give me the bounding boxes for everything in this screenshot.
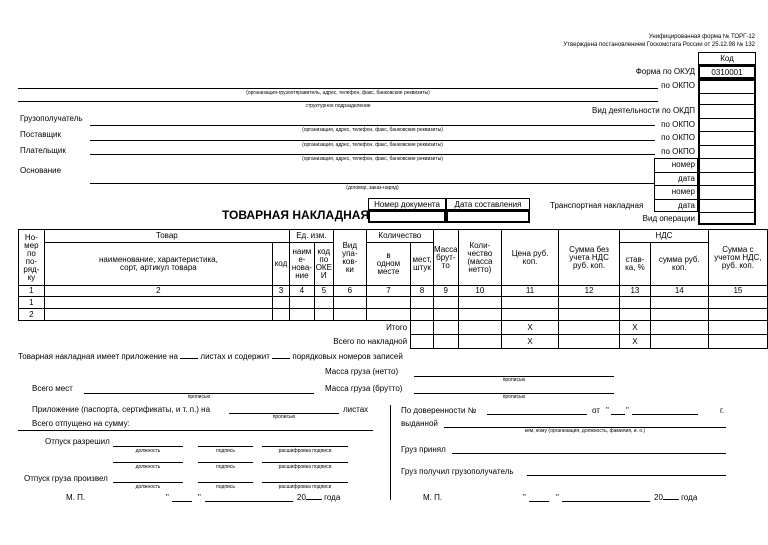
footer-divider: [390, 405, 391, 500]
quote-right-3: ": [523, 493, 526, 502]
sheets-label: листах: [343, 405, 369, 414]
decode-caption-3: расшифровка подписи: [278, 484, 332, 490]
struct-caption: структурное подразделение: [305, 103, 371, 109]
code-header: Код: [698, 52, 756, 65]
words-caption-4: прописью: [272, 414, 296, 420]
okud-value: 0310001: [698, 65, 756, 79]
colnum: 5: [314, 286, 333, 297]
itogo-label: Итого: [386, 322, 408, 332]
colnum: 9: [433, 286, 458, 297]
org-caption-3: (организация, адрес, телефон, факс, банковские реквизиты): [302, 142, 443, 148]
decode-caption-2: расшифровка подписи: [278, 464, 332, 470]
colnum: 3: [273, 286, 290, 297]
received-label: Груз принял: [401, 445, 446, 454]
doc-number-value[interactable]: [368, 210, 446, 223]
doc-date-value[interactable]: [446, 210, 530, 223]
codes-box: [698, 79, 756, 225]
row-number: 1: [19, 297, 45, 309]
number-label-2: номер: [671, 187, 695, 196]
payer-label: Плательщик: [20, 146, 66, 155]
quote-right-2: ": [626, 406, 629, 415]
number-label-1: номер: [671, 160, 695, 169]
h-pack: Вид упа- ков- ки: [333, 230, 366, 286]
h-vat-sum: сумма руб. коп.: [650, 243, 708, 286]
itogo-x-rate: X: [620, 321, 651, 335]
colnum: 6: [333, 286, 366, 297]
words-caption-1: прописью: [502, 377, 526, 383]
words-caption-2: прописью: [187, 394, 211, 400]
table-row[interactable]: [19, 309, 768, 321]
colnum: 13: [620, 286, 651, 297]
doc-number-label: Номер документа: [368, 198, 446, 210]
quote-right-1: ": [606, 406, 609, 415]
appendix-text: Товарная накладная имеет приложение на листах и содержит порядковых номеров записей: [18, 352, 403, 361]
consignee-label: Грузополучатель: [20, 114, 83, 123]
okpo-label-4: по ОКПО: [661, 147, 695, 156]
total-label: Всего по накладной: [333, 336, 408, 346]
release-allowed-label: Отпуск разрешил: [45, 437, 110, 446]
okdp-label: Вид деятельности по ОКДП: [591, 106, 695, 115]
date-label-1: дата: [678, 174, 695, 183]
colnum: 8: [411, 286, 434, 297]
total-x-rate: X: [620, 335, 651, 349]
post-caption-1: должность: [135, 448, 161, 454]
okud-label: Форма по ОКУД: [635, 67, 695, 76]
org-caption: (организация-грузоотправитель, адрес, телефон, факс, банковские реквизиты): [246, 90, 430, 96]
h-unit: Ед. изм.: [289, 230, 333, 243]
h-sum-vat: Сумма с учетом НДС, руб. коп.: [708, 230, 767, 286]
total-places-label: Всего мест: [32, 384, 73, 393]
issued-label: выданной: [401, 419, 438, 428]
post-caption-2: должность: [135, 464, 161, 470]
okpo-label-1: по ОКПО: [661, 81, 695, 90]
h-price: Цена руб. коп.: [502, 230, 559, 286]
colnum: 4: [289, 286, 314, 297]
from-label: от: [592, 406, 600, 415]
post-caption-3: должность: [135, 484, 161, 490]
gross-mass-label: Масса груза (брутто): [325, 384, 403, 393]
basis-label: Основание: [20, 166, 62, 175]
okpo-label-2: по ОКПО: [661, 120, 695, 129]
h-unit-okei: код по ОКЕ И: [314, 243, 333, 286]
h-goods-name: наименование, характеристика, сорт, артикул товара: [44, 243, 272, 286]
words-caption-3: прописью: [502, 394, 526, 400]
proxy-label: По доверенности №: [401, 406, 477, 415]
h-qty: Количество: [366, 230, 433, 243]
mp-right: М. П.: [423, 493, 443, 502]
colnum: 7: [366, 286, 410, 297]
colnum: 1: [19, 286, 45, 297]
operation-label: Вид операции: [642, 214, 695, 223]
date-label-2: дата: [678, 201, 695, 210]
transport-label: Транспортная накладная: [550, 201, 644, 210]
total-row: [19, 335, 768, 349]
issued-caption: кем, кому (организация, должность, фамилия, и. о.): [524, 428, 646, 434]
h-vat: НДС: [620, 230, 709, 243]
year-left: 20 года: [297, 493, 341, 502]
year-right: 20 года: [654, 493, 698, 502]
mp-left: М. П.: [66, 493, 86, 502]
colnum: 14: [650, 286, 708, 297]
sum-released-label: Всего отпущено на сумму:: [32, 419, 130, 428]
h-sum-novat: Сумма без учета НДС руб. коп.: [559, 230, 620, 286]
org-caption-4: (организация, адрес, телефон, факс, банковские реквизиты): [302, 156, 443, 162]
net-mass-label: Масса груза (нетто): [325, 367, 399, 376]
decode-caption-1: расшифровка подписи: [278, 448, 332, 454]
sign-caption-3: подпись: [216, 484, 235, 490]
colnum: 15: [708, 286, 767, 297]
release-made-label: Отпуск груза произвел: [24, 474, 108, 483]
h-goods: Товар: [44, 230, 289, 243]
h-goods-code: код: [273, 243, 290, 286]
row-number: 2: [19, 309, 45, 321]
attach-label: Приложение (паспорта, сертификаты, и т. п.) на: [32, 405, 211, 414]
form-name: Унифицированная форма № ТОРГ-12: [648, 34, 755, 40]
sign-caption-2: подпись: [216, 464, 235, 470]
supplier-label: Поставщик: [20, 130, 62, 139]
h-num: Но- мер по по- ряд- ку: [19, 230, 45, 286]
itogo-row: [19, 321, 768, 335]
colnum: 2: [44, 286, 272, 297]
quote-left-1: ": [166, 493, 169, 502]
total-x-price: X: [502, 335, 559, 349]
form-approval: Утверждена постановлением Госкомстата России от 25.12.98 № 132: [563, 42, 755, 48]
okpo-label-3: по ОКПО: [661, 133, 695, 142]
got-label: Груз получил грузополучатель: [401, 467, 514, 476]
colnum-row: [19, 286, 768, 297]
colnum: 11: [502, 286, 559, 297]
h-qty-one: в одном месте: [366, 243, 410, 286]
quote-left-2: ": [198, 493, 201, 502]
goods-table: [18, 229, 768, 349]
colnum: 10: [458, 286, 502, 297]
h-unit-name: наим е- нова- ние: [289, 243, 314, 286]
table-row[interactable]: [19, 297, 768, 309]
contract-caption: (договор, заказ-наряд): [346, 185, 399, 191]
itogo-x-price: X: [502, 321, 559, 335]
h-qty-places: мест, штук: [411, 243, 434, 286]
sign-caption-1: подпись: [216, 448, 235, 454]
org-caption-2: (организация, адрес, телефон, факс, банковские реквизиты): [302, 127, 443, 133]
h-vat-rate: став- ка, %: [620, 243, 651, 286]
colnum: 12: [559, 286, 620, 297]
doc-date-label: Дата составления: [446, 198, 530, 210]
quote-right-4: ": [556, 493, 559, 502]
h-gross: Масса брут- то: [433, 230, 458, 286]
h-net: Коли- чество (масса нетто): [458, 230, 502, 286]
g-label: г.: [720, 406, 725, 415]
doc-title: ТОВАРНАЯ НАКЛАДНАЯ: [222, 208, 370, 222]
